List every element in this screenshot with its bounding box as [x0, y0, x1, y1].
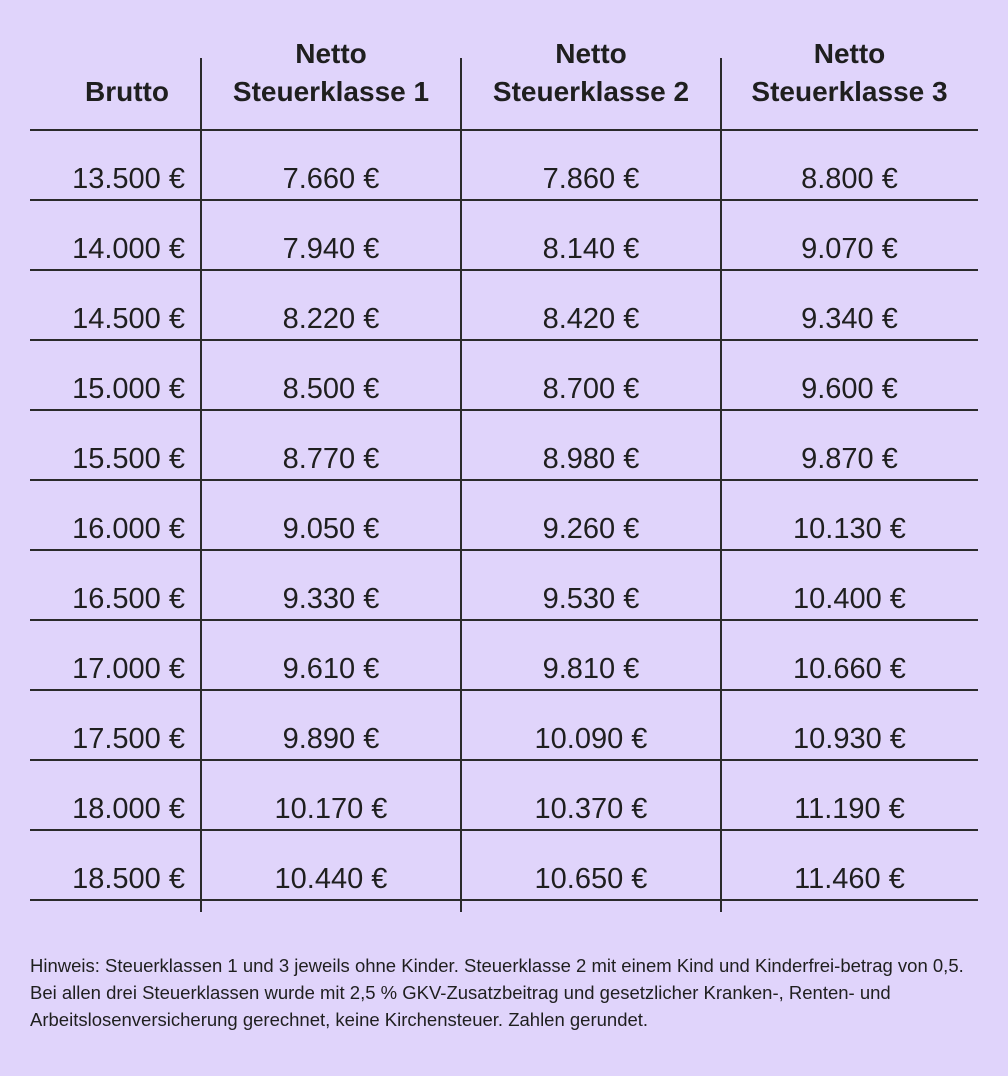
table-row	[30, 411, 978, 481]
cell-netto-sk2: 8.140 €	[542, 232, 640, 265]
cell-netto-sk2: 7.860 €	[542, 162, 640, 195]
cell-netto-sk1: 10.170 €	[274, 792, 388, 825]
cell-netto-sk3: 9.070 €	[801, 232, 898, 265]
cell-brutto: 16.500 €	[72, 582, 185, 615]
header-line1: Netto	[813, 38, 886, 69]
cell-brutto: 13.500 €	[72, 162, 185, 195]
cell-netto-sk1: 9.610 €	[282, 652, 380, 685]
cell-netto-sk3: 9.870 €	[801, 442, 898, 475]
table-row	[30, 551, 978, 621]
cell-netto-sk3: 9.340 €	[801, 302, 898, 335]
header-netto-sk2	[461, 0, 721, 129]
cell-netto-sk3: 11.460 €	[794, 862, 905, 895]
cell-netto-sk3: 9.600 €	[801, 372, 898, 405]
table-row	[30, 201, 978, 271]
cell-brutto: 14.500 €	[72, 302, 185, 335]
column-divider	[460, 58, 462, 912]
column-divider	[720, 58, 722, 912]
cell-netto-sk3: 8.800 €	[801, 162, 898, 195]
cell-netto-sk1: 9.050 €	[282, 512, 380, 545]
header-netto-sk3	[721, 0, 978, 129]
cell-brutto: 17.000 €	[72, 652, 185, 685]
cell-brutto: 18.500 €	[72, 862, 185, 895]
cell-netto-sk2: 9.810 €	[542, 652, 640, 685]
cell-brutto: 16.000 €	[72, 512, 185, 545]
table-row	[30, 761, 978, 831]
cell-brutto: 15.500 €	[72, 442, 185, 475]
cell-netto-sk3: 10.400 €	[793, 582, 906, 615]
cell-netto-sk2: 8.700 €	[542, 372, 640, 405]
cell-netto-sk1: 8.770 €	[282, 442, 380, 475]
table-row	[30, 621, 978, 691]
cell-netto-sk3: 10.660 €	[793, 652, 906, 685]
table-row	[30, 341, 978, 411]
cell-netto-sk2: 10.650 €	[534, 862, 648, 895]
table-row	[30, 691, 978, 761]
table-row	[30, 481, 978, 551]
header-line2: Steuerklasse 2	[492, 76, 690, 107]
cell-netto-sk2: 9.530 €	[542, 582, 640, 615]
table-row	[30, 831, 978, 901]
header-netto-sk1	[201, 0, 461, 129]
cell-netto-sk2: 8.980 €	[542, 442, 640, 475]
cell-netto-sk1: 9.330 €	[282, 582, 380, 615]
header-line1: Netto	[295, 38, 367, 69]
cell-netto-sk1: 8.500 €	[282, 372, 380, 405]
header-brutto	[30, 0, 201, 129]
header-line2: Steuerklasse 3	[751, 76, 948, 107]
header-line2: Brutto	[85, 76, 169, 107]
footnote: Hinweis: Steuerklassen 1 und 3 jeweils ohne Kinder. Steuerklasse 2 mit einem Kind und Kinderfrei-betrag von 0,5. Bei allen drei Steuerklassen wurde mit 2,5 % GKV-Zusatzbeitrag und gesetzlicher Kranken-, Renten- und Arbeitslosenversicherung gerechnet, keine Kirchensteuer. Zahlen gerundet.	[30, 955, 964, 1030]
cell-netto-sk1: 7.660 €	[282, 162, 380, 195]
cell-netto-sk3: 10.130 €	[793, 512, 906, 545]
cell-netto-sk2: 10.090 €	[534, 722, 648, 755]
header-line2: Steuerklasse 1	[232, 76, 430, 107]
cell-brutto: 14.000 €	[72, 232, 185, 265]
cell-netto-sk1: 10.440 €	[274, 862, 388, 895]
table-header	[30, 0, 978, 131]
header-line1: Netto	[555, 38, 627, 69]
cell-netto-sk2: 10.370 €	[534, 792, 648, 825]
cell-netto-sk1: 8.220 €	[282, 302, 380, 335]
table-row	[30, 271, 978, 341]
cell-netto-sk2: 8.420 €	[542, 302, 640, 335]
cell-brutto: 17.500 €	[72, 722, 185, 755]
cell-netto-sk1: 7.940 €	[282, 232, 380, 265]
column-divider	[200, 58, 202, 912]
cell-brutto: 15.000 €	[72, 372, 185, 405]
cell-netto-sk3: 10.930 €	[793, 722, 906, 755]
cell-netto-sk3: 11.190 €	[794, 792, 905, 825]
cell-netto-sk2: 9.260 €	[542, 512, 640, 545]
cell-brutto: 18.000 €	[72, 792, 185, 825]
cell-netto-sk1: 9.890 €	[282, 722, 380, 755]
table-row	[30, 131, 978, 201]
